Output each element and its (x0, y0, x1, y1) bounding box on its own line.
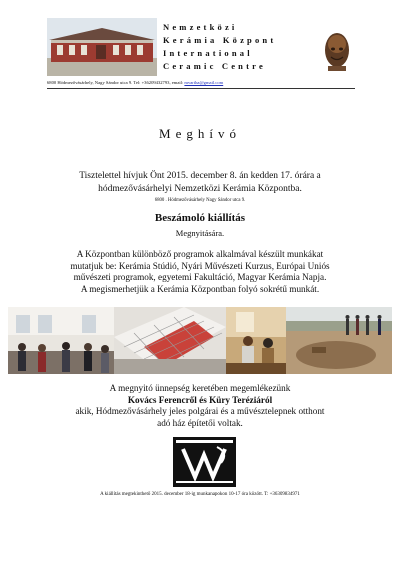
commemoration-line-3: akik, Hódmezővásárhely jeles polgárai és a művésztelepnek otthont (75, 406, 325, 417)
contact-address (47, 80, 223, 85)
description-line-1: A Központban különböző programok alkalmával készült munkákat (76, 249, 324, 259)
org-name-line-2: Kerámia Központ (163, 35, 277, 45)
photo-strip (8, 307, 392, 374)
invitation-line-2: hódmezővásárhelyi Nemzetközi Kerámia Központba. (98, 183, 302, 194)
ceramic-tiles-photo (114, 307, 226, 374)
event-subtitle: Megnyitására. (175, 228, 225, 238)
commemoration-line-4: adó ház építetői voltak. (157, 417, 243, 428)
header-divider (47, 88, 355, 89)
description-line-3: művészeti programok, egyetemi Fakultáció, Magyar Kerámia Napja. (73, 272, 327, 283)
page-title: Meghívó (159, 126, 241, 141)
commemoration-names (0, 395, 400, 407)
description-line-2: mutatjuk be: Kerámia Stúdió, Nyári Művészeti Kurzus, Európai Uniós (70, 260, 330, 271)
commemoration (0, 383, 400, 429)
org-name-line-3: International (163, 48, 253, 58)
email-link[interactable]: mvartha@gmail.com (184, 80, 224, 85)
org-name-line-1: Nemzetközi (163, 22, 238, 32)
description-line-4: A megismerhetjük a Kerámia Központban folyó sokrétű munkát. (80, 283, 320, 294)
event-title: Beszámoló kiállítás (154, 212, 246, 224)
commemoration-line-1: A megnyitó ünnepség keretében megemlékezünk (109, 383, 291, 393)
exhibition-room-photo (8, 307, 114, 374)
art-colony-logo (173, 437, 236, 487)
invitation-line-1: Tisztelettel hívjuk Önt 2015. december 8. án kedden 17. órára a (79, 171, 321, 181)
description (0, 249, 400, 295)
ceramic-head-logo (322, 30, 352, 72)
venue-address: 6800 . Hódmezővásárhely Nagy Sándor utca 9. (154, 198, 246, 203)
honoree-name-2: Küry Teréziáról (209, 394, 273, 405)
building-photo (47, 18, 157, 76)
outdoor-gathering-photo (286, 307, 392, 374)
workshop-photo (226, 307, 286, 374)
footer-note: A kiállítás megtekinthető 2015. december 18-ig munkanapokon 10-17 óra között. T: +36309834971 (100, 492, 300, 497)
honoree-conjunction: és (196, 394, 210, 405)
org-name-line-4: Ceramic Centre (163, 61, 266, 71)
invitation-text (0, 170, 400, 208)
honoree-name-1: Kovács Ferencről (127, 394, 197, 405)
address-text: 6800 Hódmezővásárhely, Nagy Sándor utca 9. Tel: +36209432793, email: (47, 80, 184, 85)
